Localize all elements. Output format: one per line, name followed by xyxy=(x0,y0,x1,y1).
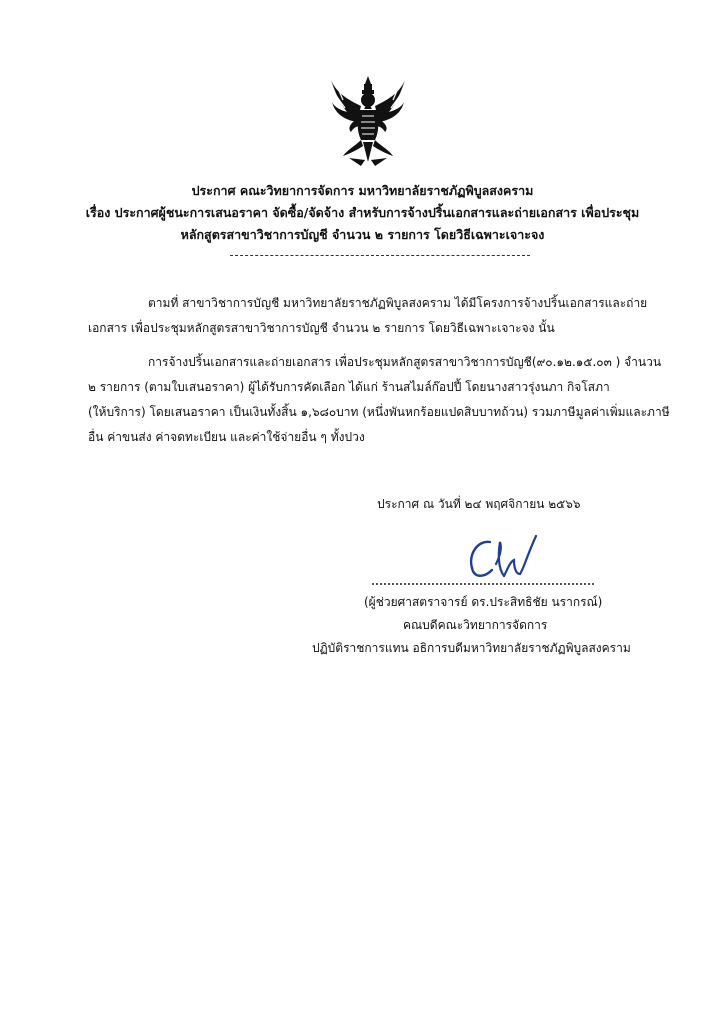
paragraph-2-line-2: ๒ รายการ (ตามใบเสนอราคา) ผู้ได้รับการคัดเลือก ได้แก่ ร้านสไมล์ก๊อปปี้ โดยนางสาวรุ่งนภา กิจโสภา xyxy=(88,380,610,394)
announcement-date: ประกาศ ณ วันที่ ๒๔ พฤศจิกายน ๒๕๖๖ xyxy=(377,497,581,511)
garuda-emblem-icon xyxy=(327,70,409,170)
signatory-title: คณบดีคณะวิทยาการจัดการ xyxy=(403,618,548,632)
announcement-subject: เรื่อง ประกาศผู้ชนะการเสนอราคา จัดซื้อ/จัดจ้าง สำหรับการจ้างปริ้นเอกสารและถ่ายเอกสาร เพื่อประชุม xyxy=(85,205,640,220)
paragraph-2-line-4: อื่น ค่าขนส่ง ค่าจดทะเบียน และค่าใช้จ่ายอื่น ๆ ทั้งปวง xyxy=(88,430,365,444)
handwritten-signature xyxy=(460,528,560,588)
signatory-acting-role: ปฏิบัติราชการแทน อธิการบดีมหาวิทยาลัยราชภัฏพิบูลสงคราม xyxy=(312,641,631,655)
paragraph-1-line-1: ตามที่ สาขาวิชาการบัญชี มหาวิทยาลัยราชภัฏพิบูลสงคราม ได้มีโครงการจ้างปริ้นเอกสารและถ่าย xyxy=(148,296,648,310)
paragraph-2-line-3: (ให้บริการ) โดยเสนอราคา เป็นเงินทั้งสิ้น ๑,๖๘๐บาท (หนึ่งพันหกร้อยแปดสิบบาทถ้วน) รวมภาษีมูลค่าเพิ่มและภาษี xyxy=(88,405,670,419)
paragraph-2-line-1: การจ้างปริ้นเอกสารและถ่ายเอกสาร เพื่อประชุมหลักสูตรสาขาวิชาการบัญชี(๙๐.๑๒.๑๕.๐๓ ) จำนวน xyxy=(148,355,662,369)
announcement-title: ประกาศ คณะวิทยาการจัดการ มหาวิทยาลัยราชภัฏพิบูลสงคราม xyxy=(191,183,534,198)
announcement-subject-cont: หลักสูตรสาขาวิชาการบัญชี จำนวน ๒ รายการ โดยวิธีเฉพาะเจาะจง xyxy=(180,227,545,242)
signatory-name: (ผู้ช่วยศาสตราจารย์ ดร.ประสิทธิชัย นรากรณ์) xyxy=(364,595,603,609)
paragraph-1-line-2: เอกสาร เพื่อประชุมหลักสูตรสาขาวิชาการบัญชี จำนวน ๒ รายการ โดยวิธีเฉพาะเจาะจง นั้น xyxy=(88,321,555,335)
signature-dotted-line xyxy=(372,583,594,585)
header-divider xyxy=(230,255,530,256)
